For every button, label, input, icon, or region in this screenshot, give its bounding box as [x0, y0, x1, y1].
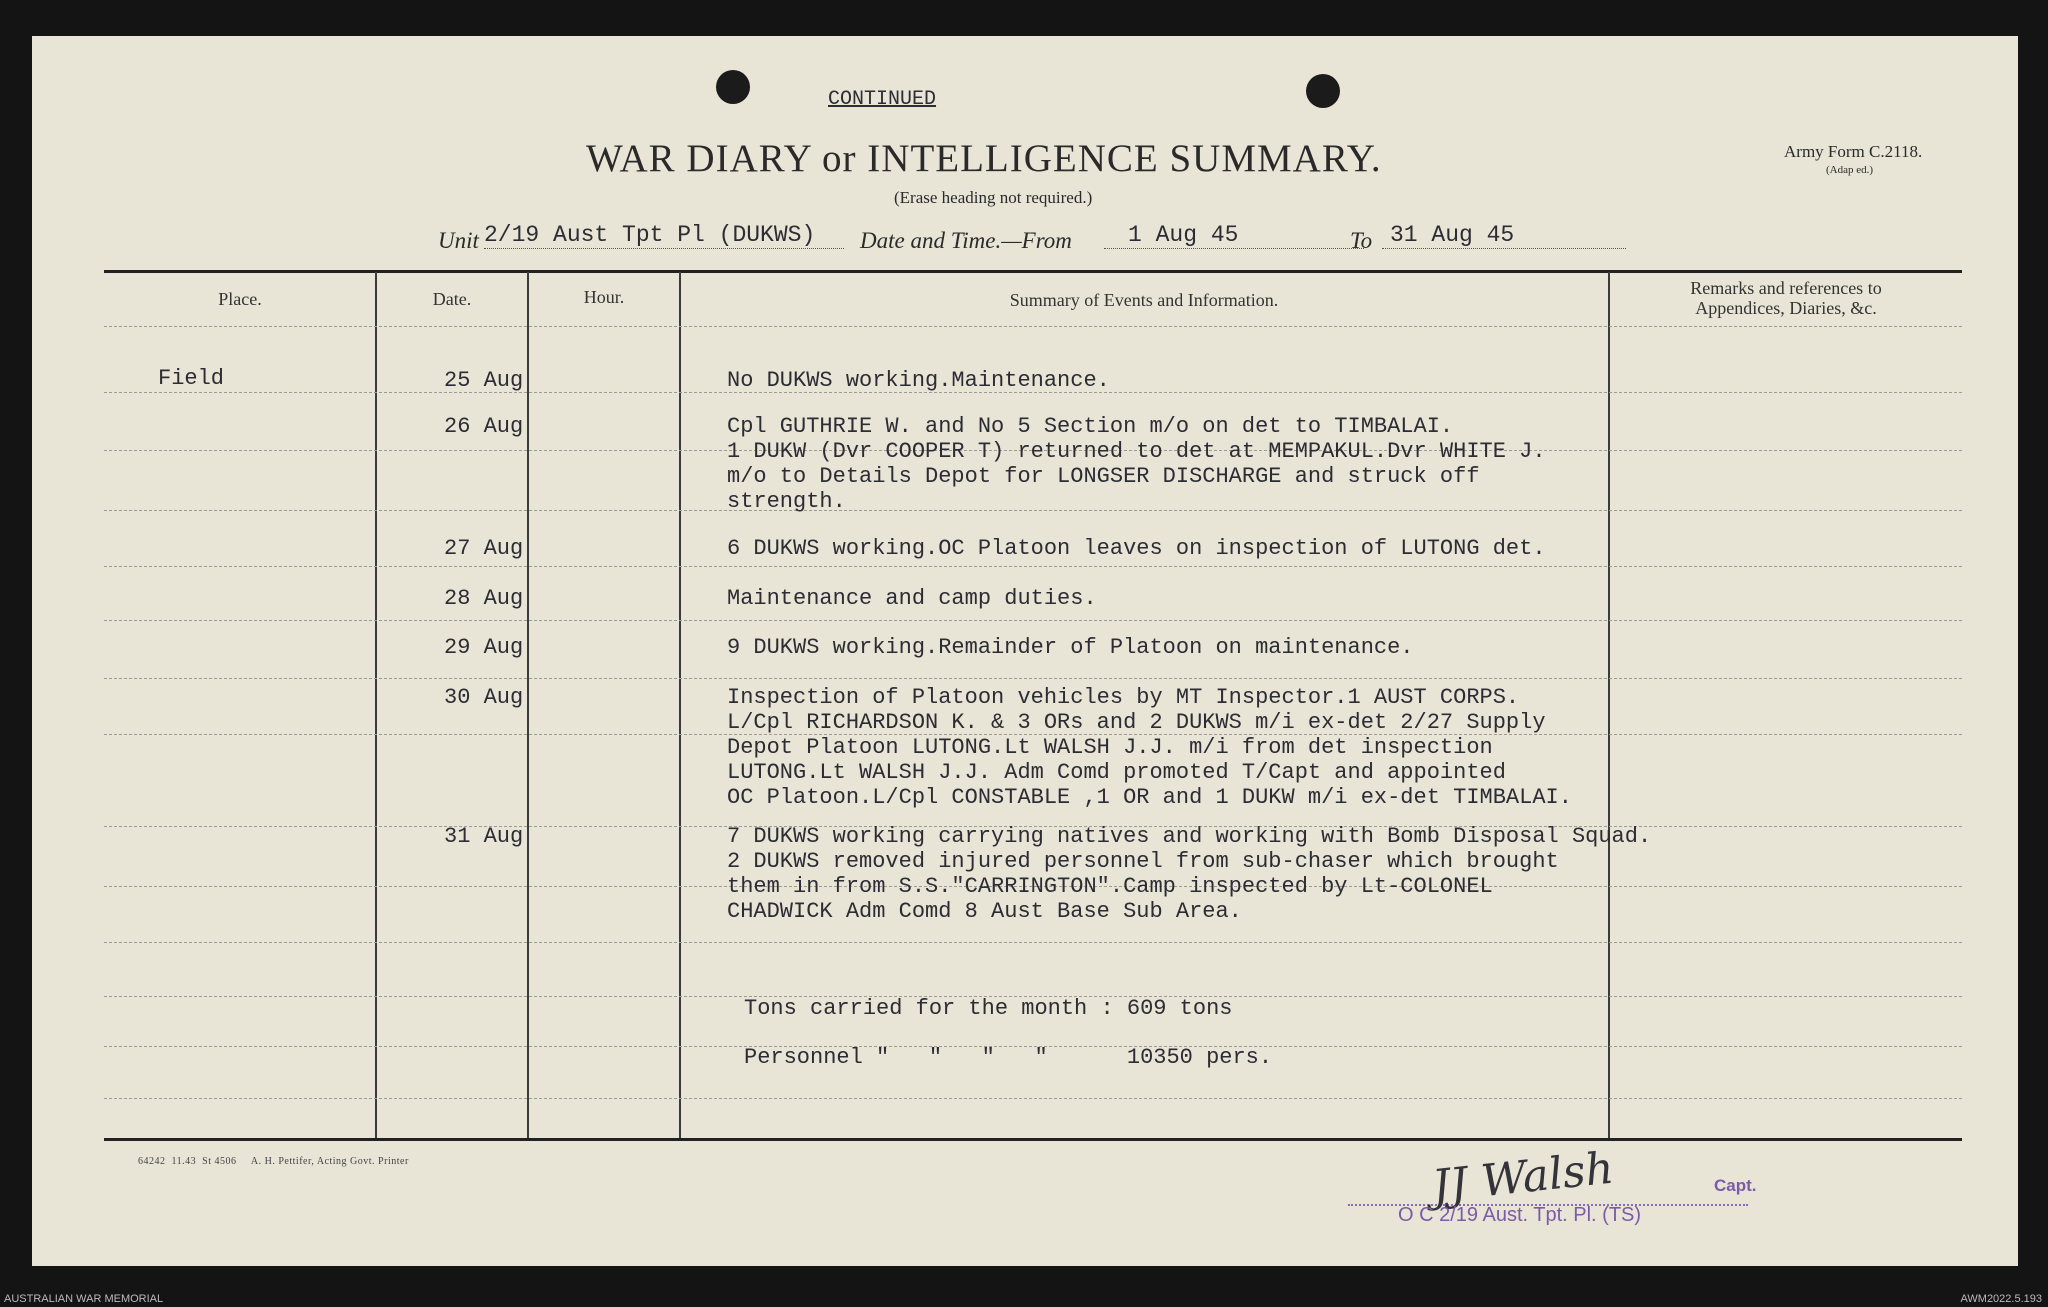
entry-date: 27 Aug [444, 536, 524, 561]
entry-text [727, 586, 1097, 611]
entry-line: strength. [727, 489, 846, 514]
entry-line: Depot Platoon LUTONG.Lt WALSH J.J. m/i from det inspection [727, 735, 1493, 760]
personnel-total: Personnel " " " " 10350 pers. [744, 1045, 1273, 1070]
column-header-summary: Summary of Events and Information. [1009, 290, 1279, 310]
column-divider-hour [679, 272, 681, 1138]
entry-date: 30 Aug [444, 685, 524, 710]
entry-date: 31 Aug [444, 824, 524, 849]
army-form-number: Army Form C.2118. [1784, 142, 1923, 161]
unit-label: Unit [438, 228, 479, 253]
entry-line: them in from S.S."CARRINGTON".Camp inspected by Lt-COLONEL [727, 874, 1493, 899]
entry-text [727, 536, 1546, 561]
to-underline [1382, 248, 1626, 249]
entry-line: No DUKWS working.Maintenance. [727, 368, 1110, 393]
entry-line: 6 DUKWS working.OC Platoon leaves on inspection of LUTONG det. [727, 536, 1546, 561]
printer-imprint: 64242 11.43 St 4506 A. H. Pettifer, Acting Govt. Printer [138, 1156, 409, 1167]
entry-line: LUTONG.Lt WALSH J.J. Adm Comd promoted T/Capt and appointed [727, 760, 1506, 785]
entry-text [727, 685, 1572, 810]
entry-text [727, 368, 1110, 393]
entry-date: 28 Aug [444, 586, 524, 611]
entry-line: OC Platoon.L/Cpl CONSTABLE ,1 OR and 1 DUKW m/i ex-det TIMBALAI. [727, 785, 1572, 810]
document-page [32, 36, 2018, 1266]
ruled-line [104, 678, 1962, 679]
entry-text [727, 635, 1414, 660]
column-header-remarks-line1: Remarks and references to [1690, 278, 1882, 298]
from-underline [1104, 248, 1364, 249]
entry-line: Cpl GUTHRIE W. and No 5 Section m/o on det to TIMBALAI. [727, 414, 1454, 439]
entry-line: 2 DUKWS removed injured personnel from sub-chaser which brought [727, 849, 1559, 874]
table-top-border [104, 270, 1962, 273]
ruled-line [104, 566, 1962, 567]
entry-line: Inspection of Platoon vehicles by MT Inspector.1 AUST CORPS. [727, 685, 1520, 710]
entry-line: 1 DUKW (Dvr COOPER T) returned to det at MEMPAKUL.Dvr WHITE J. [727, 439, 1546, 464]
tons-total: Tons carried for the month : 609 tons [744, 996, 1233, 1021]
column-header-place: Place. [218, 289, 262, 309]
signature: JJ Walsh [1429, 1142, 1617, 1213]
ruled-line [104, 326, 1962, 327]
from-date-value: 1 Aug 45 [1128, 222, 1239, 248]
entry-text [727, 824, 1651, 924]
column-header-date: Date. [432, 289, 472, 309]
adap-note: (Adap ed.) [1826, 164, 1874, 176]
entry-line: CHADWICK Adm Comd 8 Aust Base Sub Area. [727, 899, 1242, 924]
unit-underline [484, 248, 844, 249]
entry-date: 26 Aug [444, 414, 524, 439]
erase-note: (Erase heading not required.) [894, 188, 1093, 207]
oc-unit-stamp: O C 2/19 Aust. Tpt. Pl. (TS) [1398, 1204, 1642, 1226]
column-divider-summary [1608, 272, 1610, 1138]
to-label: To [1350, 228, 1373, 253]
punch-hole-left [716, 70, 750, 104]
entry-text [727, 414, 1546, 514]
to-date-value: 31 Aug 45 [1390, 222, 1515, 248]
punch-hole-right [1306, 74, 1340, 108]
unit-value: 2/19 Aust Tpt Pl (DUKWS) [484, 222, 816, 248]
ruled-line [104, 1098, 1962, 1099]
credit-right: AWM2022.5.193 [1960, 1293, 2042, 1305]
ruled-line [104, 942, 1962, 943]
entry-line: L/Cpl RICHARDSON K. & 3 ORs and 2 DUKWS m/i ex-det 2/27 Supply [727, 710, 1546, 735]
entry-line: 7 DUKWS working carrying natives and working with Bomb Disposal Squad. [727, 824, 1652, 849]
entry-date: 25 Aug [444, 368, 524, 393]
form-title: WAR DIARY or INTELLIGENCE SUMMARY. [586, 137, 1382, 180]
column-header-hour: Hour. [583, 287, 625, 307]
entry-date: 29 Aug [444, 635, 524, 660]
date-time-label: Date and Time.—From [860, 228, 1072, 253]
column-header-remarks-line2: Appendices, Diaries, &c. [1695, 298, 1877, 318]
credit-left: AUSTRALIAN WAR MEMORIAL [4, 1293, 164, 1305]
ruled-line [104, 620, 1962, 621]
entry-line: 9 DUKWS working.Remainder of Platoon on maintenance. [727, 635, 1414, 660]
place-value: Field [158, 366, 225, 391]
entry-line: Maintenance and camp duties. [727, 586, 1097, 611]
continued-stamp: CONTINUED [828, 88, 937, 111]
entry-line: m/o to Details Depot for LONGSER DISCHARGE and struck off [727, 464, 1480, 489]
capt-stamp: Capt. [1714, 1176, 1757, 1195]
column-divider-date [527, 272, 529, 1138]
table-bottom-border [104, 1138, 1962, 1141]
column-divider-place [375, 272, 377, 1138]
